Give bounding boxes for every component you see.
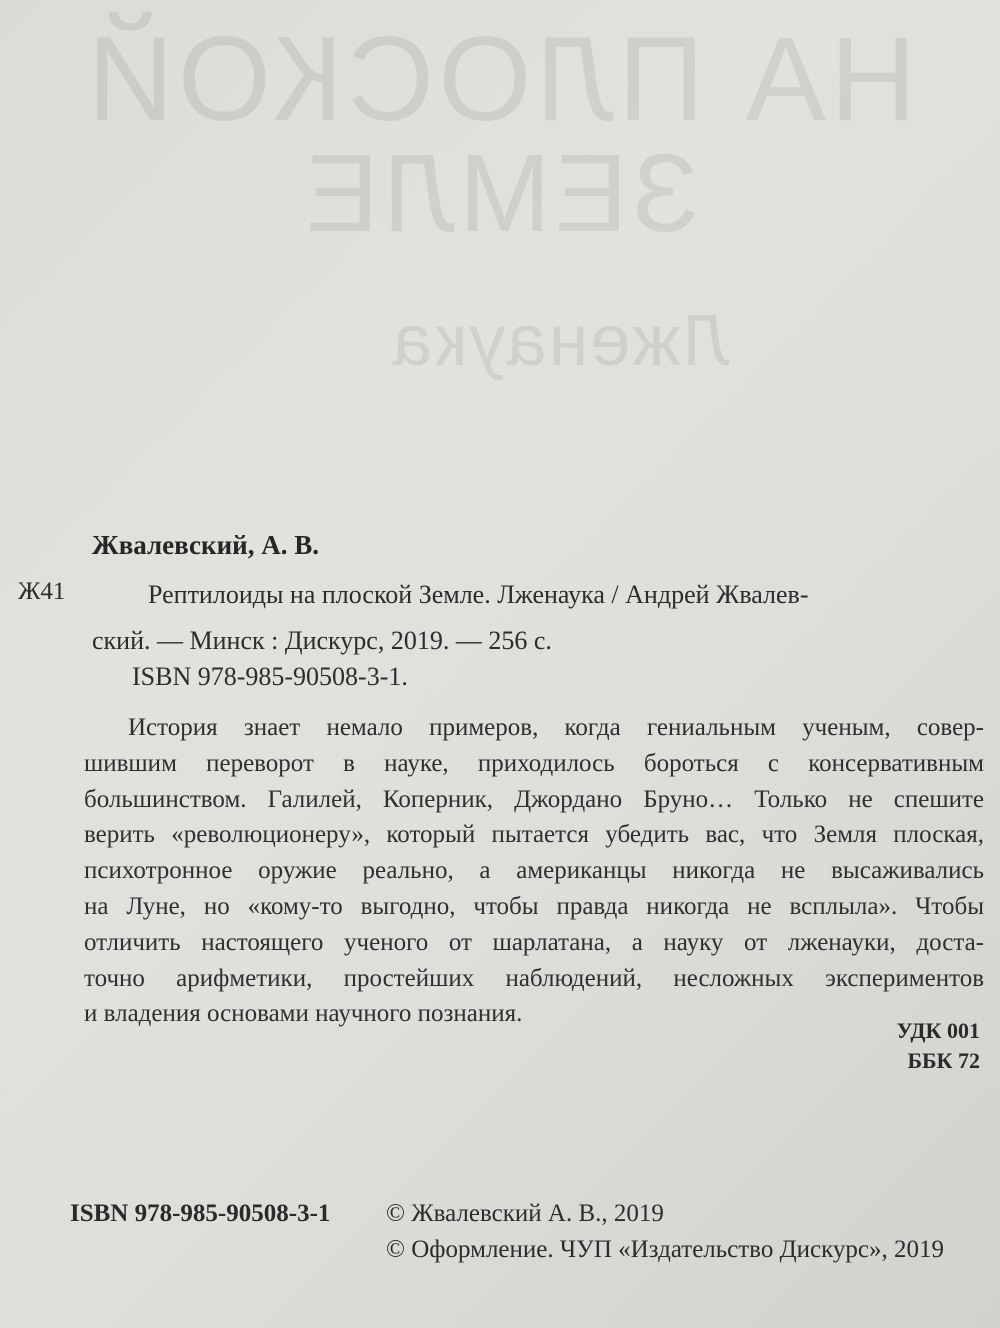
footer-isbn: ISBN 978-985-90508-3-1 — [70, 1200, 331, 1227]
udk-code: УДК 001 — [896, 1018, 980, 1043]
annotation-line: отличить настоящего ученого от шарлатана, а науку от лженауки, доста- — [84, 928, 984, 956]
annotation-line: шившим переворот в науке, приходилось бороться с консервативным — [84, 749, 984, 777]
bibliographic-entry-line-2: ский. — Минск : Дискурс, 2019. — 256 с. — [92, 626, 552, 655]
show-through-subtitle: Лженаука — [390, 301, 730, 381]
copyright-design: © Оформление. ЧУП «Издательство Дискурс», 2019 — [386, 1236, 944, 1263]
annotation-line: точно арифметики, простейших наблюдений, несложных экспериментов — [84, 964, 984, 992]
annotation-line: на Луне, но «кому-то выгодно, чтобы правда никогда не всплыла». Чтобы — [84, 892, 984, 920]
annotation-line: большинством. Галилей, Коперник, Джордано Бруно… Только не спешите — [84, 785, 984, 813]
bbk-code: ББК 72 — [907, 1048, 980, 1073]
copyright-author: © Жвалевский А. В., 2019 — [386, 1200, 664, 1227]
show-through-title-line-2: ЗЕМЛЕ — [301, 132, 699, 255]
annotation-line: психотронное оружие реально, а американцы никогда не высаживались — [84, 857, 984, 885]
bibliographic-entry-line-1: Рептилоиды на плоской Земле. Лженаука / Андрей Жвалев- — [148, 580, 809, 609]
annotation-line: и владения основами научного познания. — [84, 1000, 523, 1028]
annotation-line: верить «революционеру», который пытается убедить вас, что Земля плоская, — [84, 821, 984, 849]
entry-isbn: ISBN 978-985-90508-3-1. — [132, 662, 408, 691]
annotation-paragraph — [84, 710, 984, 1032]
annotation-line: История знает немало примеров, когда гениальным ученым, совер- — [128, 714, 984, 741]
author-heading: Жвалевский, А. В. — [92, 530, 319, 560]
classification-code: Ж41 — [18, 578, 66, 605]
show-through-title-line-1: НА ПЛОСКОЙ — [83, 12, 917, 146]
